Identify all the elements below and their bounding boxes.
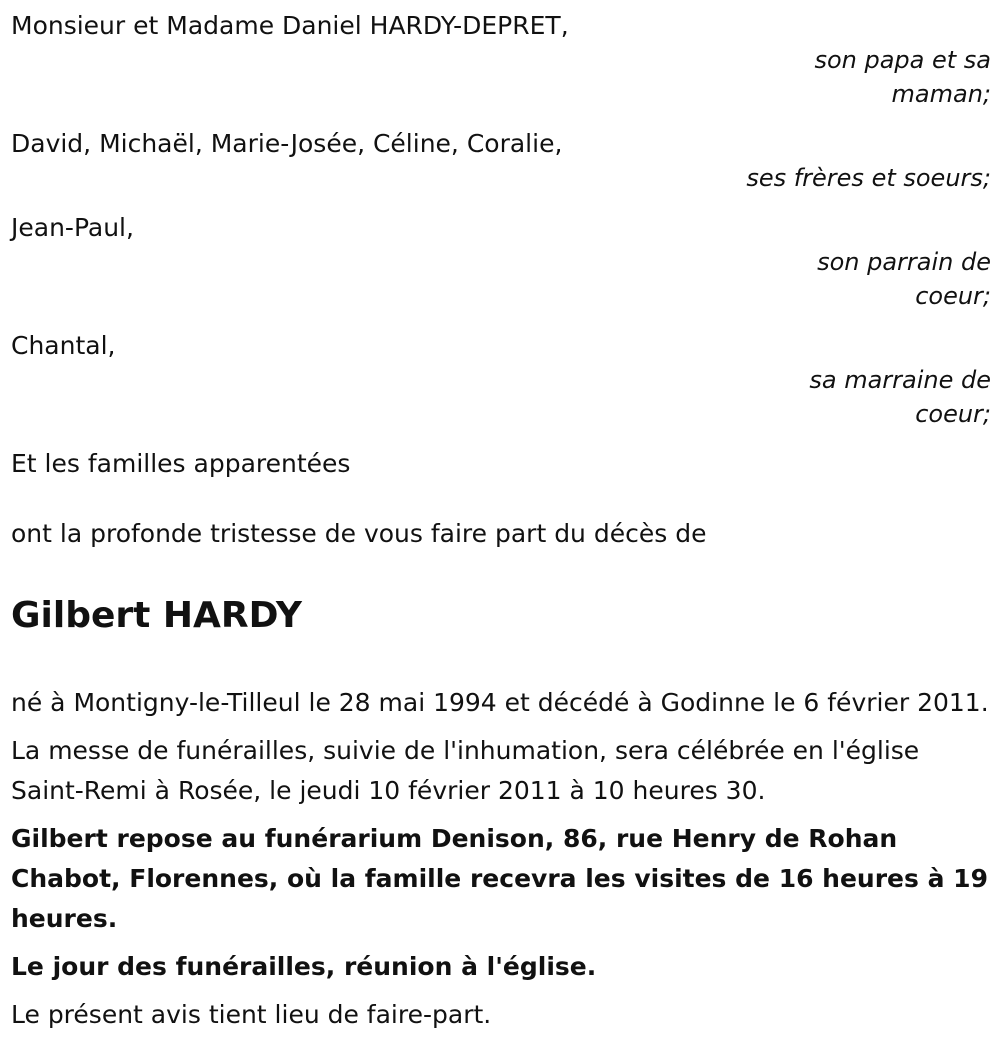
family-name: Chantal, — [11, 331, 116, 360]
family-entry-godmother — [11, 326, 991, 434]
meeting-paragraph: Le jour des funérailles, réunion à l'église. — [11, 952, 597, 981]
family-role-line: coeur; — [915, 400, 991, 428]
family-name: Jean-Paul, — [11, 213, 134, 242]
closing-paragraph: Le présent avis tient lieu de faire-part. — [11, 1000, 492, 1029]
family-role-line: maman; — [891, 80, 991, 108]
birth-death-paragraph: né à Montigny-le-Tilleul le 28 mai 1994 et décédé à Godinne le 6 février 2011. — [11, 688, 989, 717]
notice-content — [11, 6, 991, 1043]
family-role-line: ses frères et soeurs; — [746, 164, 991, 192]
family-role-line: sa marraine de — [809, 366, 991, 394]
related-families: Et les familles apparentées — [11, 449, 351, 478]
deceased-name: Gilbert HARDY — [11, 595, 302, 636]
family-entry-godfather — [11, 208, 991, 316]
family-name: David, Michaël, Marie-Josée, Céline, Coralie, — [11, 129, 563, 158]
family-entry-siblings — [11, 124, 991, 198]
visits-paragraph: Gilbert repose au funérarium Denison, 86, rue Henry de Rohan Chabot, Florennes, où la famille recevra les visites de 16 heures à 19 heures. — [11, 824, 988, 933]
family-role-line: coeur; — [915, 282, 991, 310]
family-role-line: son parrain de — [817, 248, 991, 276]
family-role-line: son papa et sa — [814, 46, 991, 74]
family-entry-parents — [11, 6, 991, 114]
family-name: Monsieur et Madame Daniel HARDY-DEPRET, — [11, 11, 569, 40]
announcement-text: ont la profonde tristesse de vous faire part du décès de — [11, 519, 707, 548]
funeral-paragraph: La messe de funérailles, suivie de l'inhumation, sera célébrée en l'église Saint-Remi à Rosée, le jeudi 10 février 2011 à 10 heures 30. — [11, 736, 920, 805]
